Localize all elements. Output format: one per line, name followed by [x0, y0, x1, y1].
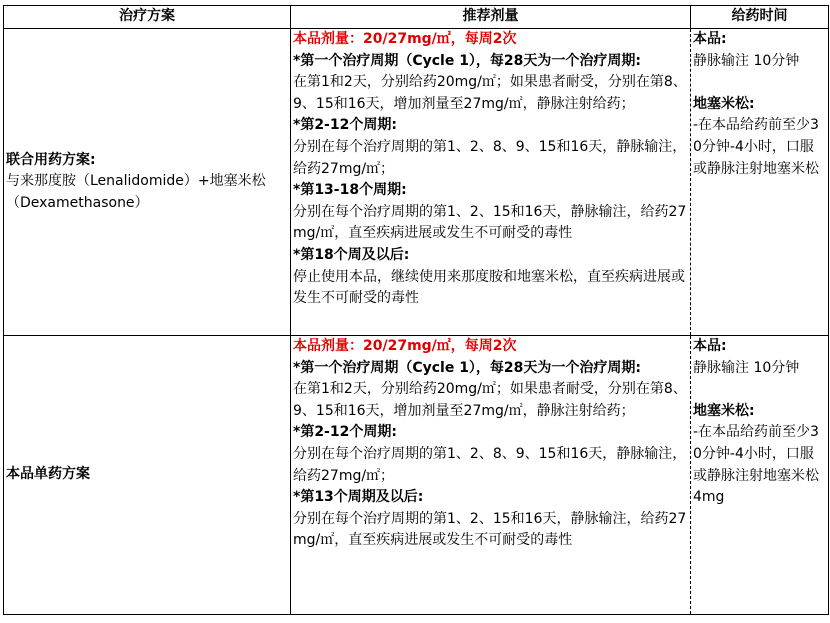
cycle-heading: *第13-18个周期:	[293, 182, 407, 199]
plan-title: 本品单药方案	[6, 466, 90, 483]
table-row	[4, 336, 829, 615]
dosing-table	[3, 5, 829, 615]
time-cell	[691, 29, 829, 336]
drug-title: 本品:	[693, 31, 727, 47]
cycle-detail: 分别在每个治疗周期的第1、2、8、9、15和16天，静脉输注，给药27mg/㎡；	[293, 445, 687, 484]
drug-title: 地塞米松:	[693, 95, 755, 112]
cycle-heading: *第2-12个周期:	[293, 117, 397, 134]
dose-cell	[291, 336, 691, 615]
dose-cell	[291, 29, 691, 336]
drug-time: -在本品给药前至少30分钟-4小时，口服或静脉注射地塞米松 4mg	[693, 424, 819, 506]
cycle-detail: 分别在每个治疗周期的第1、2、8、9、15和16天，静脉输注，给药27mg/㎡；	[293, 138, 687, 177]
plan-title: 联合用药方案:	[6, 151, 96, 168]
cycle-heading: *第13个周期及以后:	[293, 489, 424, 506]
cycle-detail: 停止使用本品，继续使用来那度胺和地塞米松，直至疾病进展或发生不可耐受的毒性	[293, 268, 685, 307]
drug-title: 本品:	[693, 338, 727, 354]
time-cell	[691, 336, 829, 615]
drug-time: 静脉输注 10分钟	[693, 359, 800, 376]
cycle-heading: *第2-12个周期:	[293, 424, 397, 441]
drug-time: 静脉输注 10分钟	[693, 52, 800, 69]
cycle-detail: 在第1和2天，分别给药20mg/㎡；如果患者耐受，分别在第8、9、15和16天，增加剂量至27mg/㎡，静脉注射给药；	[293, 74, 687, 112]
header-plan: 治疗方案	[4, 6, 291, 29]
cycle-detail: 在第1和2天，分别给药20mg/㎡；如果患者耐受，分别在第8、9、15和16天，增加剂量至27mg/㎡，静脉注射给药；	[293, 381, 687, 419]
header-dose: 推荐剂量	[291, 6, 691, 29]
plan-cell	[4, 29, 291, 336]
drug-title: 地塞米松:	[693, 402, 755, 419]
cycle-detail: 分别在每个治疗周期的第1、2、15和16天，静脉输注，给药27mg/㎡，直至疾病进展或发生不可耐受的毒性	[293, 203, 687, 242]
table-row	[4, 29, 829, 336]
plan-cell	[4, 336, 291, 615]
drug-time: -在本品给药前至少30分钟-4小时，口服或静脉注射地塞米松	[693, 117, 819, 177]
cycle-heading: *第18个周及以后:	[293, 246, 410, 263]
header-time: 给药时间	[691, 6, 829, 29]
dose-summary: 本品剂量：20/27mg/㎡，每周2次	[293, 338, 517, 354]
cycle-heading: *第一个治疗周期（Cycle 1），每28天为一个治疗周期:	[293, 52, 642, 69]
plan-desc: 与来那度胺（Lenalidomide）+地塞米松（Dexamethasone）	[6, 173, 266, 211]
cycle-detail: 分别在每个治疗周期的第1、2、15和16天，静脉输注，给药27mg/㎡，直至疾病进展或发生不可耐受的毒性	[293, 510, 687, 549]
header-row	[4, 6, 829, 29]
dose-summary: 本品剂量：20/27mg/㎡，每周2次	[293, 31, 517, 47]
cycle-heading: *第一个治疗周期（Cycle 1），每28天为一个治疗周期:	[293, 359, 642, 376]
